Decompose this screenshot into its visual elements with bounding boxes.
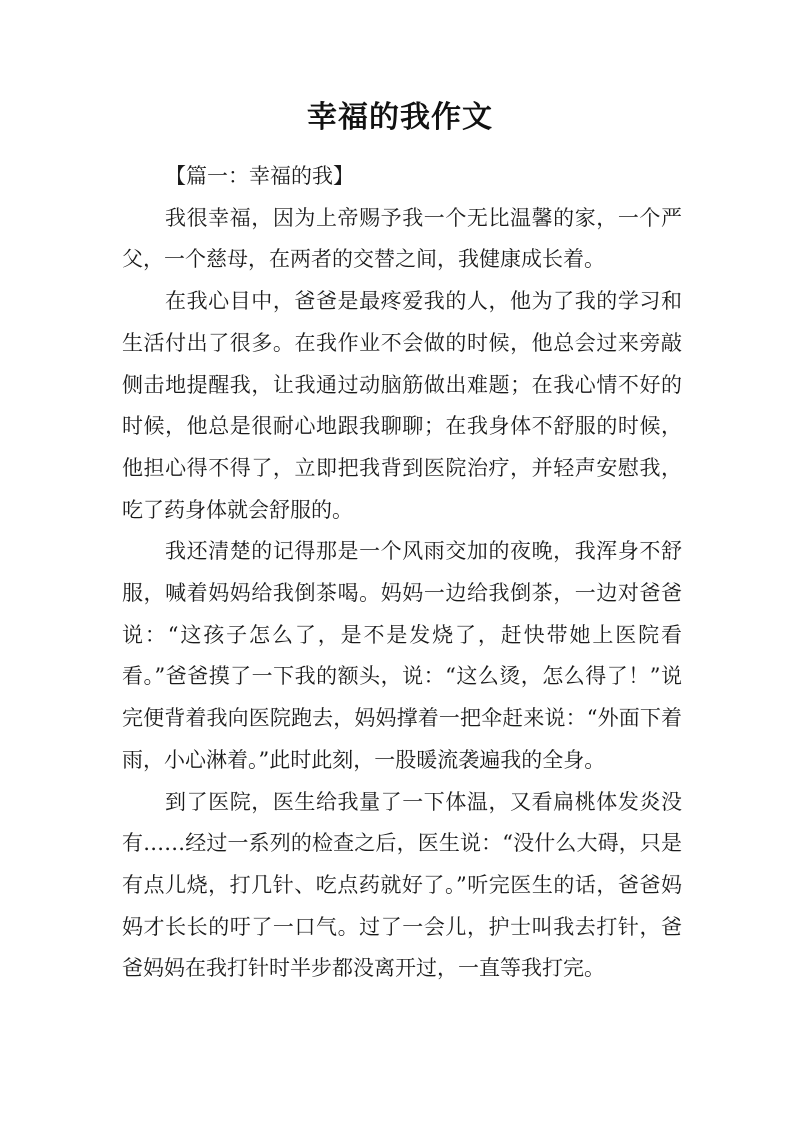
document-body: [122, 156, 682, 990]
paragraph-1: 我很幸福，因为上帝赐予我一个无比温馨的家，一个严父，一个慈母，在两者的交替之间，我健康成长着。: [122, 205, 682, 272]
paragraph-3: 我还清楚的记得那是一个风雨交加的夜晚，我浑身不舒服，喊着妈妈给我倒茶喝。妈妈一边给我倒茶，一边对爸爸说：“这孩子怎么了，是不是发烧了，赶快带她上医院看看。”爸爸摸了一下我的额头，说：“这么烫，怎么得了！”说完便背着我向医院跑去，妈妈撑着一把伞赶来说：“外面下着雨，小心淋着。”此时此刻，一股暖流袭遍我的全身。: [122, 539, 682, 772]
document-title: 幸福的我作文: [307, 100, 493, 135]
paragraph-2: 在我心目中，爸爸是最疼爱我的人，他为了我的学习和生活付出了很多。在我作业不会做的时候，他总会过来旁敲侧击地提醒我，让我通过动脑筋做出难题；在我心情不好的时候，他总是很耐心地跟我聊聊；在我身体不舒服的时候，他担心得不得了，立即把我背到医院治疗，并轻声安慰我，吃了药身体就会舒服的。: [122, 289, 682, 522]
section-heading: 【篇一：幸福的我】: [165, 164, 355, 188]
paragraph-4: 到了医院，医生给我量了一下体温，又看扁桃体发炎没有……经过一系列的检查之后，医生说：“没什么大碍，只是有点儿烧，打几针、吃点药就好了。”听完医生的话，爸爸妈妈才长长的吁了一口气。过了一会儿，护士叫我去打针，爸爸妈妈在我打针时半步都没离开过，一直等我打完。: [122, 789, 682, 981]
